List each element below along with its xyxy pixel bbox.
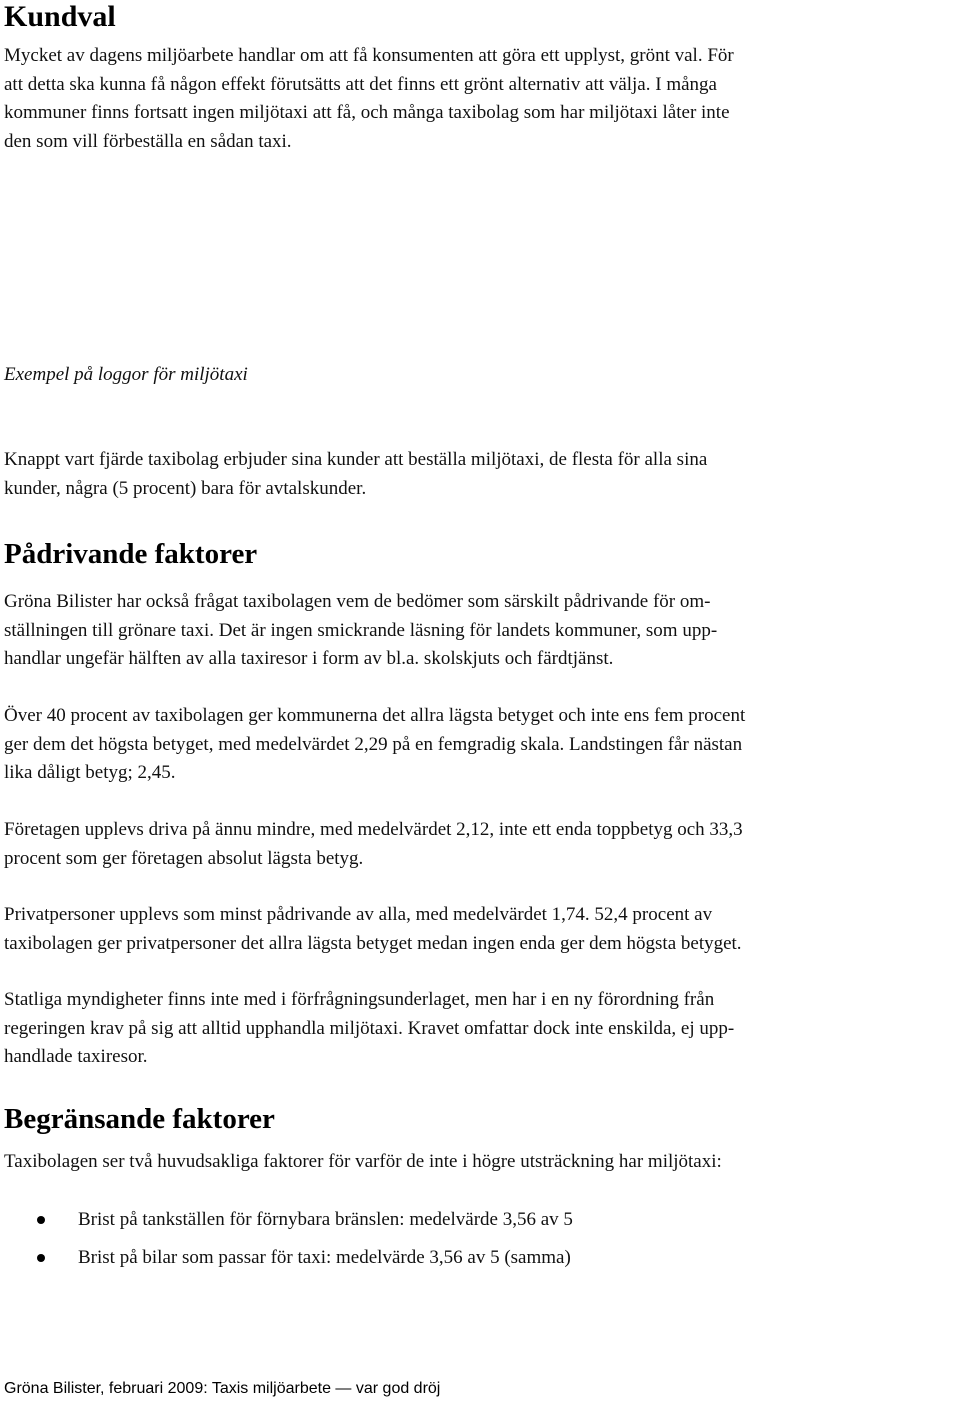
list-item-text: Brist på tankställen för förnybara bränslen: medelvärde 3,56 av 5 <box>78 1209 573 1230</box>
page-footer: Gröna Bilister, februari 2009: Taxis miljöarbete — var god dröj <box>4 1380 441 1397</box>
list-item <box>0 1206 573 1244</box>
image-caption: Exempel på loggor för miljötaxi <box>4 364 248 385</box>
text-line: regeringen krav på sig att alltid upphandla miljötaxi. Kravet omfattar dock inte enskilda, ej upp- <box>4 1017 735 1039</box>
text-line: Mycket av dagens miljöarbete handlar om att få konsumenten att göra ett upplyst, grönt val. För <box>4 45 734 66</box>
text-line: Privatpersoner upplevs som minst pådrivande av alla, med medelvärdet 1,74. 52,4 procent av <box>4 904 713 925</box>
text-line: ställningen till grönare taxi. Det är ingen smickrande läsning för landets kommuner, som upp- <box>4 619 718 641</box>
paragraph-padrivande-1 <box>4 588 956 674</box>
text-line: handlade taxiresor. <box>4 1046 148 1067</box>
text-line: handlar ungefär hälften av alla taxiresor i form av bl.a. skolskjuts och färdtjänst. <box>4 648 614 669</box>
text-line: Företagen upplevs driva på ännu mindre, med medelvärdet 2,12, inte ett enda toppbetyg och 33,3 <box>4 819 743 840</box>
section-heading-padrivande: Pådrivande faktorer <box>4 538 258 570</box>
section-heading-kundval: Kundval <box>4 0 116 33</box>
factor-list <box>0 1206 573 1282</box>
paragraph-kundval-intro <box>4 42 956 156</box>
text-line: den som vill förbeställa en sådan taxi. <box>4 130 292 152</box>
paragraph-padrivande-5 <box>4 986 956 1072</box>
bullet-icon <box>37 1216 45 1224</box>
text-line: lika dåligt betyg; 2,45. <box>4 762 176 783</box>
text-line: att detta ska kunna få någon effekt förutsätts att det finns ett grönt alternativ att välja. I många <box>4 73 717 95</box>
paragraph-padrivande-3 <box>4 816 956 873</box>
text-line: kunder, några (5 procent) bara för avtalskunder. <box>4 477 367 499</box>
paragraph-kundval-stats <box>4 446 956 503</box>
paragraph-padrivande-4 <box>4 901 956 958</box>
text-line: Över 40 procent av taxibolagen ger kommunerna det allra lägsta betyget och inte ens fem procent <box>4 705 746 726</box>
section-heading-begransande: Begränsande faktorer <box>4 1103 275 1135</box>
text-line: procent som ger företagen absolut lägsta betyg. <box>4 847 364 869</box>
list-item-text: Brist på bilar som passar för taxi: medelvärde 3,56 av 5 (samma) <box>78 1247 571 1268</box>
paragraph-padrivande-2 <box>4 702 956 788</box>
text-line: Knappt vart fjärde taxibolag erbjuder sina kunder att beställa miljötaxi, de flesta för alla sina <box>4 449 708 470</box>
list-item <box>0 1244 573 1282</box>
bullet-icon <box>37 1254 45 1262</box>
text-line: Gröna Bilister har också frågat taxibolagen vem de bedömer som särskilt pådrivande för om- <box>4 591 711 612</box>
text-line: kommuner finns fortsatt ingen miljötaxi att få, och många taxibolag som har miljötaxi låter inte <box>4 102 730 123</box>
paragraph-begransande-intro: Taxibolagen ser två huvudsakliga faktorer för varför de inte i högre utsträckning har miljötaxi: <box>4 1151 722 1172</box>
text-line: taxibolagen ger privatpersoner det allra lägsta betyget medan ingen enda ger dem högsta betyget. <box>4 932 742 954</box>
text-line: ger dem det högsta betyget, med medelvärdet 2,29 på en femgradig skala. Landstingen får nästan <box>4 733 743 755</box>
text-line: Statliga myndigheter finns inte med i förfrågningsunderlaget, men har i en ny förordning från <box>4 989 715 1010</box>
